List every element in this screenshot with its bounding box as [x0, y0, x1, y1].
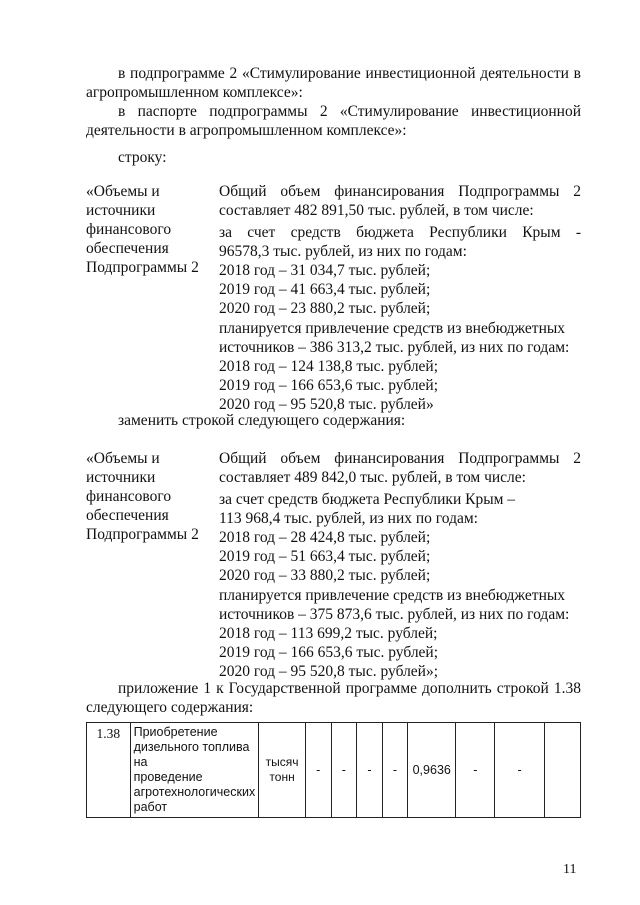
extra-line: 2019 год – 166 653,6 тыс. рублей;: [219, 377, 439, 394]
unit-line: тысяч: [265, 755, 299, 769]
extra-line: 2018 год – 113 699,2 тыс. рублей;: [219, 625, 438, 642]
label-line: «Объемы и: [86, 450, 160, 467]
page-number: 11: [563, 862, 577, 877]
row-number: 1.38: [87, 723, 131, 818]
label-line: источники: [86, 469, 156, 486]
budget-line: 113 968,4 тыс. рублей, из них по годам:: [219, 510, 478, 527]
replace-text: заменить строкой следующего содержания:: [118, 412, 406, 429]
old-block-label: [86, 182, 199, 277]
extra-line: 2020 год – 95 520,8 тыс. рублей»: [219, 396, 434, 413]
label-line: финансового: [86, 221, 172, 238]
intro-line-2: агропромышленном комплексе»:: [86, 84, 303, 101]
new-block-total: [219, 449, 581, 487]
old-block-total: [219, 182, 581, 220]
name-line: Приобретение: [133, 725, 218, 739]
label-line: «Объемы и: [86, 183, 160, 200]
budget-line: 2019 год – 41 663,4 тыс. рублей;: [219, 281, 431, 298]
extra-line: источников – 386 313,2 тыс. рублей, из них по годам:: [219, 339, 570, 356]
label-line: обеспечения: [86, 240, 169, 257]
table-cell: -: [331, 723, 357, 818]
row-unit: [259, 723, 306, 818]
name-line: агротехнологических: [133, 785, 256, 799]
new-block-label: [86, 449, 199, 544]
budget-line: 2020 год – 23 880,2 тыс. рублей;: [219, 300, 431, 317]
extra-line: 2018 год – 124 138,8 тыс. рублей;: [219, 358, 439, 375]
label-line: Подпрограммы 2: [86, 259, 199, 276]
table-cell: [544, 723, 580, 818]
name-line: работ: [133, 800, 168, 814]
name-line: дизельного топлива на: [133, 740, 250, 769]
new-block-extra: [219, 586, 581, 681]
total-line: составляет 482 891,50 тыс. рублей, в том числе:: [219, 202, 534, 219]
table-row: [87, 723, 581, 818]
table-cell: -: [357, 723, 383, 818]
total-line: Общий объем финансирования Подпрограммы 2: [219, 450, 581, 467]
budget-line: 2019 год – 51 663,4 тыс. рублей;: [219, 548, 431, 565]
old-block-budget: [219, 223, 581, 318]
row-word: строку:: [118, 149, 167, 166]
appendix-table: [86, 722, 581, 818]
total-line: составляет 489 842,0 тыс. рублей, в том числе:: [219, 469, 526, 486]
appendix-line-2: следующего содержания:: [86, 699, 254, 716]
budget-line: 2020 год – 33 880,2 тыс. рублей;: [219, 567, 431, 584]
row-name: [130, 723, 259, 818]
total-line: Общий объем финансирования Подпрограммы 2: [219, 183, 581, 200]
table-cell: -: [495, 723, 544, 818]
name-line: проведение: [133, 770, 203, 784]
budget-line: 96578,3 тыс. рублей, из них по годам:: [219, 243, 467, 260]
budget-line: 2018 год – 28 424,8 тыс. рублей;: [219, 529, 431, 546]
intro-line-3: в паспорте подпрограммы 2 «Стимулирование инвестиционной: [118, 103, 581, 120]
old-block-extra: [219, 319, 581, 414]
table-cell: 0,9636: [408, 723, 456, 818]
extra-line: планируется привлечение средств из внебюджетных: [219, 320, 566, 337]
intro-line-1: в подпрограмме 2 «Стимулирование инвестиционной деятельности в: [118, 65, 581, 82]
budget-line: за счет средств бюджета Республики Крым -: [219, 224, 581, 241]
extra-line: 2020 год – 95 520,8 тыс. рублей»;: [219, 663, 439, 680]
new-block-budget: [219, 490, 581, 585]
table-cell: -: [382, 723, 408, 818]
budget-line: 2018 год – 31 034,7 тыс. рублей;: [219, 262, 431, 279]
label-line: Подпрограммы 2: [86, 526, 199, 543]
intro-line-4: деятельности в агропромышленном комплексе»:: [86, 122, 407, 139]
table-cell: -: [305, 723, 331, 818]
label-line: источники: [86, 202, 156, 219]
label-line: обеспечения: [86, 507, 169, 524]
appendix-line-1: приложение 1 к Государственной программе дополнить строкой 1.38: [118, 680, 581, 697]
table-cell: -: [456, 723, 495, 818]
unit-line: тонн: [269, 770, 295, 784]
extra-line: источников – 375 873,6 тыс. рублей, из них по годам:: [219, 606, 570, 623]
extra-line: 2019 год – 166 653,6 тыс. рублей;: [219, 644, 439, 661]
budget-line: за счет средств бюджета Республики Крым –: [219, 491, 516, 508]
label-line: финансового: [86, 488, 172, 505]
extra-line: планируется привлечение средств из внебюджетных: [219, 587, 566, 604]
